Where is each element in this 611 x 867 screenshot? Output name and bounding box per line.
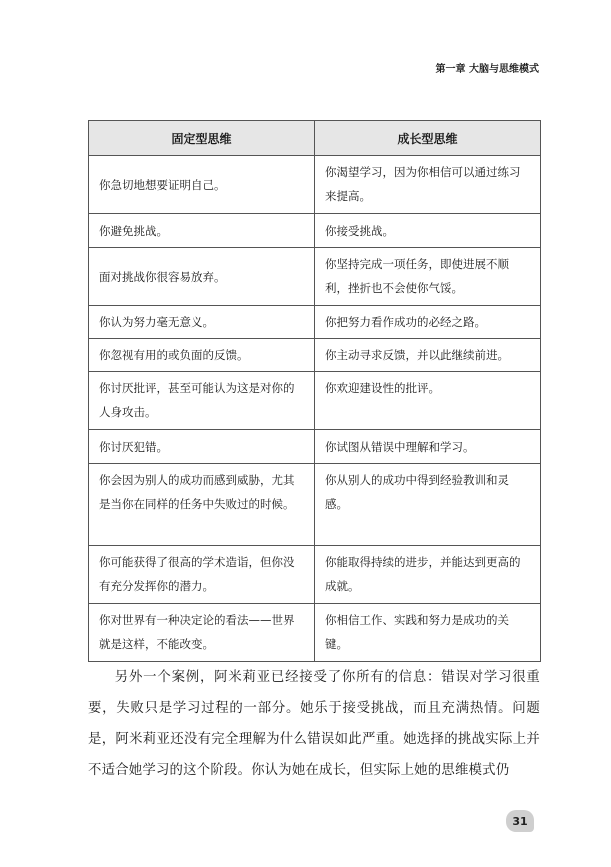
table-row bbox=[89, 430, 541, 464]
table-row bbox=[89, 156, 541, 214]
fixed-cell: 你可能获得了很高的学术造诣，但你没有充分发挥你的潜力。 bbox=[89, 546, 315, 604]
table-row bbox=[89, 546, 541, 604]
growth-cell: 你接受挑战。 bbox=[315, 214, 541, 248]
header-growth-mindset: 成长型思维 bbox=[315, 121, 541, 156]
growth-cell: 你渴望学习，因为你相信可以通过练习来提高。 bbox=[315, 156, 541, 214]
fixed-cell: 你避免挑战。 bbox=[89, 214, 315, 248]
table-row bbox=[89, 339, 541, 372]
fixed-cell: 你忽视有用的或负面的反馈。 bbox=[89, 339, 315, 372]
fixed-cell: 你会因为别人的成功而感到威胁，尤其是当你在同样的任务中失败过的时候。 bbox=[89, 464, 315, 546]
growth-cell: 你主动寻求反馈，并以此继续前进。 bbox=[315, 339, 541, 372]
header-fixed-mindset: 固定型思维 bbox=[89, 121, 315, 156]
table-row bbox=[89, 214, 541, 248]
table-row bbox=[89, 306, 541, 339]
chapter-header: 第一章 大脑与思维模式 bbox=[435, 64, 539, 75]
fixed-cell: 你急切地想要证明自己。 bbox=[89, 156, 315, 214]
growth-cell: 你欢迎建设性的批评。 bbox=[315, 372, 541, 430]
table-row bbox=[89, 464, 541, 546]
table-header-row bbox=[89, 121, 541, 156]
fixed-cell: 你认为努力毫无意义。 bbox=[89, 306, 315, 339]
table-row bbox=[89, 248, 541, 306]
mindset-comparison-table bbox=[88, 120, 541, 662]
body-paragraph: 另外一个案例，阿米莉亚已经接受了你所有的信息：错误对学习很重要，失败只是学习过程的一部分。她乐于接受挑战，而且充满热情。问题是，阿米莉亚还没有完全理解为什么错误如此严重。她选择的挑战实际上并不适合她学习的这个阶段。你认为她在成长，但实际上她的思维模式仍 bbox=[88, 670, 540, 778]
table-row bbox=[89, 604, 541, 662]
fixed-cell: 面对挑战你很容易放弃。 bbox=[89, 248, 315, 306]
growth-cell: 你能取得持续的进步，并能达到更高的成就。 bbox=[315, 546, 541, 604]
table-row bbox=[89, 372, 541, 430]
fixed-cell: 你讨厌犯错。 bbox=[89, 430, 315, 464]
growth-cell: 你把努力看作成功的必经之路。 bbox=[315, 306, 541, 339]
growth-cell: 你从别人的成功中得到经验教训和灵感。 bbox=[315, 464, 541, 546]
growth-cell: 你相信工作、实践和努力是成功的关键。 bbox=[315, 604, 541, 662]
fixed-cell: 你讨厌批评，甚至可能认为这是对你的人身攻击。 bbox=[89, 372, 315, 430]
growth-cell: 你试图从错误中理解和学习。 bbox=[315, 430, 541, 464]
fixed-cell: 你对世界有一种决定论的看法——世界就是这样，不能改变。 bbox=[89, 604, 315, 662]
page-number-badge: 31 bbox=[506, 810, 534, 832]
growth-cell: 你坚持完成一项任务，即使进展不顺利，挫折也不会使你气馁。 bbox=[315, 248, 541, 306]
